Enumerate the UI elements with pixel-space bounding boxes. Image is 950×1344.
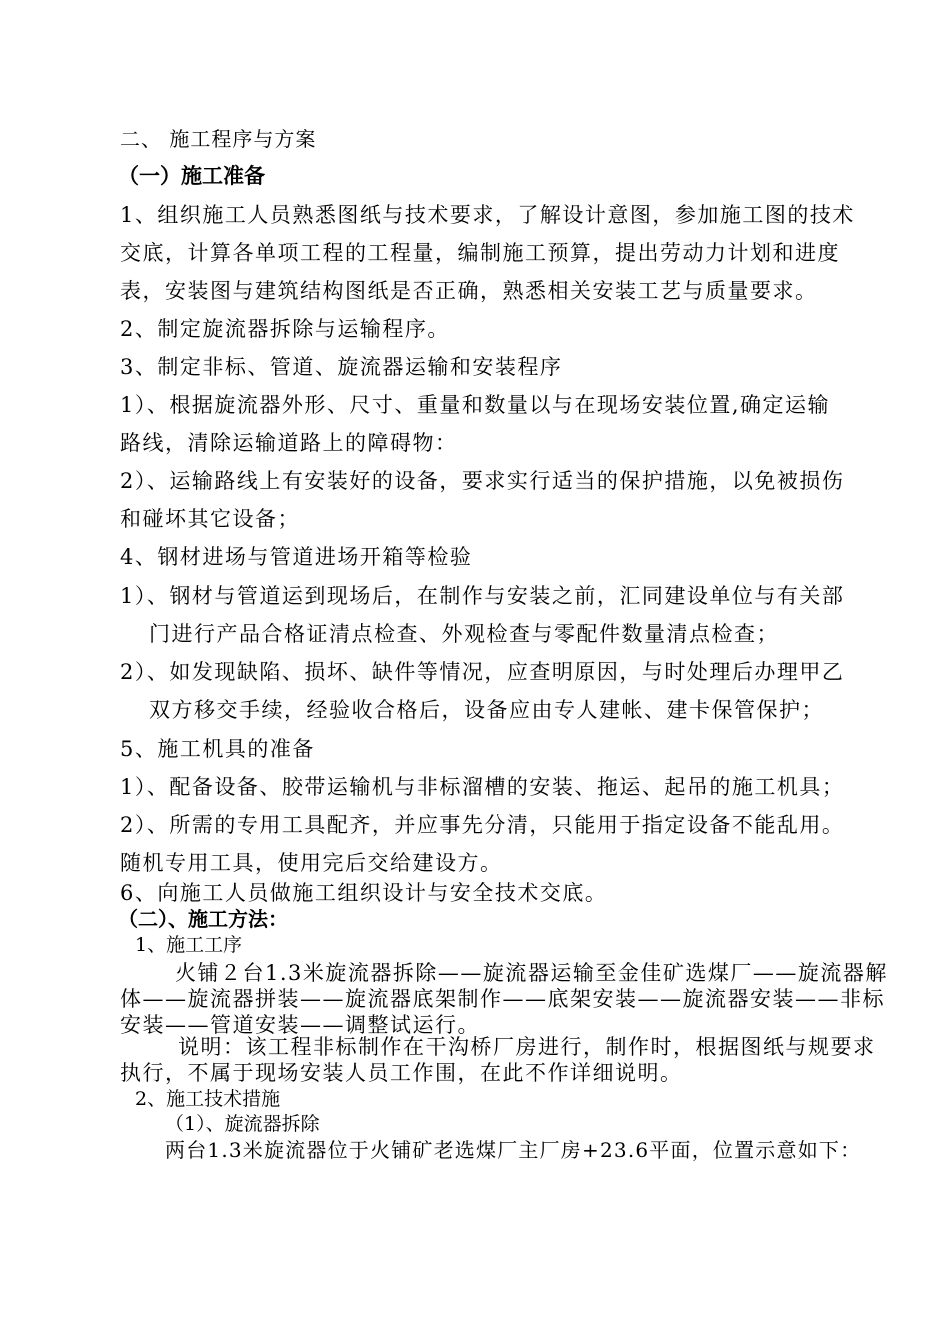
paragraph-line: 1）、配备设备、胶带运输机与非标溜槽的安装、拖运、起吊的施工机具； (120, 775, 845, 799)
subsection-title-preparation: （一）施工准备 (118, 163, 265, 188)
paragraph-line: 火铺２台1.3米旋流器拆除——旋流器运输至金佳矿选煤厂——旋流器解 (175, 961, 888, 985)
paragraph-line: 双方移交手续，经验收合格后，设备应由专人建帐、建卡保管保护； (149, 698, 824, 722)
list-item: 1、施工工序 (135, 934, 243, 956)
section-heading: 二、 施工程序与方案 (120, 127, 317, 151)
list-item: 5、施工机具的准备 (120, 737, 315, 761)
paragraph-line: 体——旋流器拼装——旋流器底架制作——底架安装——旋流器安装——非标 (120, 987, 885, 1011)
paragraph-line: 门进行产品合格证清点检查、外观检查与零配件数量清点检查； (149, 622, 779, 646)
paragraph-line: 1）、根据旋流器外形、尺寸、重量和数量以与在现场安装位置,确定运输 (120, 393, 831, 417)
list-item: （1）、旋流器拆除 (165, 1113, 320, 1135)
paragraph-line: 和碰坏其它设备； (120, 507, 300, 531)
paragraph-line: 1）、钢材与管道运到现场后，在制作与安装之前，汇同建设单位与有关部 (120, 584, 845, 608)
paragraph-line: 交底，计算各单项工程的工程量，编制施工预算，提出劳动力计划和进度 (120, 241, 840, 265)
paragraph-line: 2）、如发现缺陷、损坏、缺件等情况，应查明原因，与时处理后办理甲乙 (120, 660, 845, 684)
list-item: 4、钢材进场与管道进场开箱等检验 (120, 545, 473, 569)
paragraph-line: 随机专用工具，使用完后交给建设方。 (120, 851, 503, 875)
paragraph-line: 2）、所需的专用工具配齐，并应事先分清，只能用于指定设备不能乱用。 (120, 813, 845, 837)
paragraph-line: 安装——管道安装——调整试运行。 (120, 1013, 480, 1037)
paragraph-line: 两台1.3米旋流器位于火铺矿老选煤厂主厂房+23.6平面，位置示意如下： (165, 1138, 862, 1162)
paragraph-line: 1、组织施工人员熟悉图纸与技术要求，了解设计意图，参加施工图的技术 (120, 203, 855, 227)
paragraph-line: 执行，不属于现场安装人员工作围，在此不作详细说明。 (120, 1061, 683, 1085)
paragraph-line: 表，安装图与建筑结构图纸是否正确，熟悉相关安装工艺与质量要求。 (120, 279, 818, 303)
list-item: 2、制定旋流器拆除与运输程序。 (120, 317, 450, 341)
list-item: 6、向施工人员做施工组织设计与安全技术交底。 (120, 881, 608, 905)
subsection-title-method: （二）、施工方法： (118, 907, 288, 931)
paragraph-line: 路线，清除运输道路上的障碍物： (120, 431, 458, 455)
paragraph-line: 2）、运输路线上有安装好的设备，要求实行适当的保护措施，以免被损伤 (120, 469, 845, 493)
list-item: 2、施工技术措施 (135, 1088, 281, 1110)
list-item: 3、制定非标、管道、旋流器运输和安装程序 (120, 355, 563, 379)
paragraph-line: 说明：该工程非标制作在干沟桥厂房进行，制作时，根据图纸与规要求 (178, 1035, 876, 1059)
